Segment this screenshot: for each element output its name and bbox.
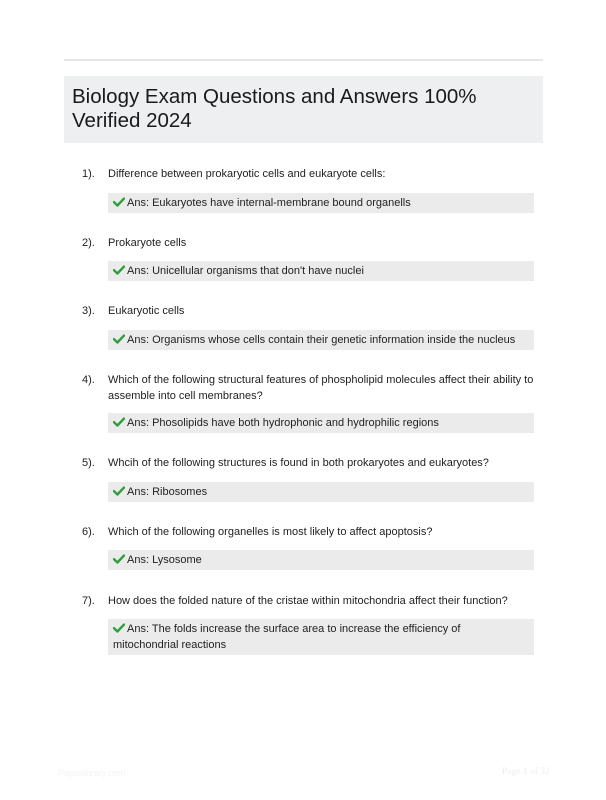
- question-number: 6).: [82, 526, 95, 538]
- question-number: 7).: [82, 595, 95, 607]
- checkmark-icon: [113, 554, 125, 564]
- answer-text: Ans: Unicellular organisms that don't have nuclei: [127, 265, 364, 277]
- checkmark-icon: [113, 623, 125, 633]
- page-title: Biology Exam Questions and Answers 100% Verified 2024: [72, 85, 477, 132]
- answer-box: [108, 413, 534, 433]
- checkmark-icon: [113, 417, 125, 427]
- question-number: 5).: [82, 457, 95, 469]
- question-text: Whcih of the following structures is found in both prokaryotes and eukaryotes?: [108, 457, 489, 469]
- top-divider: [64, 59, 543, 61]
- question-text: Prokaryote cells: [108, 237, 187, 249]
- answer-box: [108, 261, 534, 281]
- answer-text: Ans: Eukaryotes have internal-membrane bound organells: [127, 197, 411, 209]
- question-number: 4).: [82, 374, 95, 386]
- answer-box: [108, 330, 534, 350]
- answer-text: Ans: Lysosome: [127, 554, 202, 566]
- answer-text: Ans: Ribosomes: [127, 486, 208, 498]
- checkmark-icon: [113, 265, 125, 275]
- question-text: Eukaryotic cells: [108, 305, 185, 317]
- answer-text: Ans: Phosolipids have both hydrophonic and hydrophilic regions: [127, 417, 439, 429]
- question-number: 1).: [82, 168, 95, 180]
- question-text: Which of the following structural features of phospholipid molecules affect their ability to assemble into cell membranes?: [108, 374, 534, 402]
- answer-box: [108, 482, 534, 502]
- answer-text: Ans: The folds increase the surface area to increase the efficiency of mitochondrial reactions: [113, 623, 461, 651]
- checkmark-icon: [113, 197, 125, 207]
- question-text: Which of the following organelles is most likely to affect apoptosis?: [108, 526, 433, 538]
- question-number: 3).: [82, 305, 95, 317]
- question-number: 2).: [82, 237, 95, 249]
- answer-box: [108, 550, 534, 570]
- answer-box: [108, 619, 534, 655]
- title-banner: [64, 76, 543, 143]
- footer-watermark: Paperlibrary.com: [58, 768, 126, 778]
- page-indicator: Page 1 of 32: [502, 767, 550, 777]
- checkmark-icon: [113, 486, 125, 496]
- question-text: How does the folded nature of the cristae within mitochondria affect their function?: [108, 595, 508, 607]
- question-text: Difference between prokaryotic cells and eukaryote cells:: [108, 168, 386, 180]
- answer-box: [108, 193, 534, 213]
- answer-text: Ans: Organisms whose cells contain their genetic information inside the nucleus: [127, 334, 516, 346]
- checkmark-icon: [113, 334, 125, 344]
